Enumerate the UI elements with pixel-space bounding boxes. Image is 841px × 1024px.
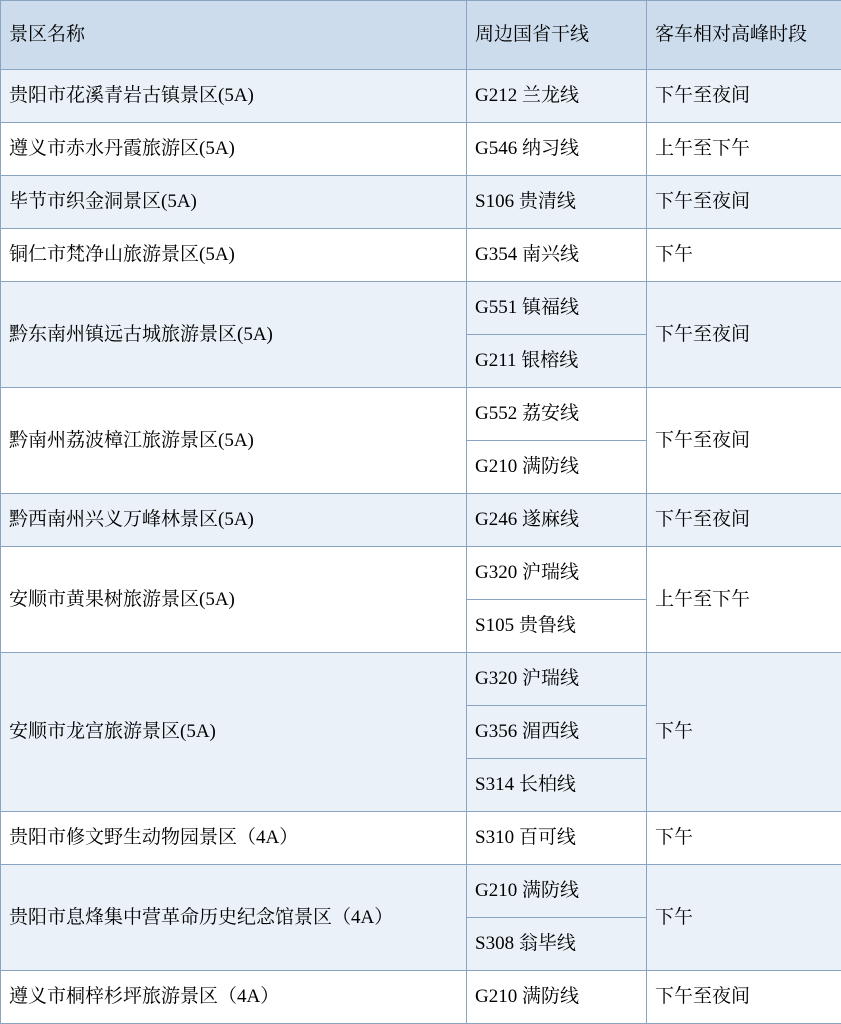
cell-route: S308 翁毕线	[467, 918, 647, 971]
cell-peak-period: 上午至下午	[647, 547, 841, 653]
cell-route: S105 贵鲁线	[467, 600, 647, 653]
cell-peak-period: 下午至夜间	[647, 494, 841, 547]
cell-route: S106 贵清线	[467, 176, 647, 229]
cell-scenic-name: 贵阳市修文野生动物园景区（4A）	[1, 812, 467, 865]
table-row	[1, 70, 841, 123]
cell-scenic-name: 黔西南州兴义万峰林景区(5A)	[1, 494, 467, 547]
cell-route: G212 兰龙线	[467, 70, 647, 123]
cell-peak-period: 上午至下午	[647, 123, 841, 176]
cell-route: G551 镇福线	[467, 282, 647, 335]
cell-scenic-name: 安顺市龙宫旅游景区(5A)	[1, 653, 467, 812]
cell-scenic-name: 贵阳市息烽集中营革命历史纪念馆景区（4A）	[1, 865, 467, 971]
cell-route: G210 满防线	[467, 971, 647, 1024]
table-row	[1, 123, 841, 176]
table-row	[1, 812, 841, 865]
cell-route: G546 纳习线	[467, 123, 647, 176]
cell-peak-period: 下午	[647, 653, 841, 812]
cell-peak-period: 下午	[647, 229, 841, 282]
cell-peak-period: 下午至夜间	[647, 388, 841, 494]
table-body	[1, 70, 841, 1024]
column-header-name: 景区名称	[1, 1, 467, 70]
cell-scenic-name: 遵义市赤水丹霞旅游区(5A)	[1, 123, 467, 176]
cell-peak-period: 下午至夜间	[647, 971, 841, 1024]
cell-peak-period: 下午至夜间	[647, 70, 841, 123]
column-header-peak: 客车相对高峰时段	[647, 1, 841, 70]
cell-peak-period: 下午至夜间	[647, 176, 841, 229]
table-row	[1, 176, 841, 229]
cell-route: S310 百可线	[467, 812, 647, 865]
cell-scenic-name: 黔南州荔波樟江旅游景区(5A)	[1, 388, 467, 494]
table-row	[1, 229, 841, 282]
cell-route: G320 沪瑞线	[467, 547, 647, 600]
cell-scenic-name: 遵义市桐梓杉坪旅游景区（4A）	[1, 971, 467, 1024]
cell-route: G552 荔安线	[467, 388, 647, 441]
table-row	[1, 653, 841, 706]
cell-route: G356 湄西线	[467, 706, 647, 759]
table-row	[1, 494, 841, 547]
table-row	[1, 388, 841, 441]
cell-scenic-name: 铜仁市梵净山旅游景区(5A)	[1, 229, 467, 282]
table-header-row	[1, 1, 841, 70]
cell-peak-period: 下午	[647, 812, 841, 865]
cell-route: G210 满防线	[467, 441, 647, 494]
table-row	[1, 971, 841, 1024]
cell-scenic-name: 黔东南州镇远古城旅游景区(5A)	[1, 282, 467, 388]
table-header	[1, 1, 841, 70]
table-row	[1, 547, 841, 600]
cell-scenic-name: 毕节市织金洞景区(5A)	[1, 176, 467, 229]
cell-peak-period: 下午	[647, 865, 841, 971]
cell-scenic-name: 贵阳市花溪青岩古镇景区(5A)	[1, 70, 467, 123]
column-header-routes: 周边国省干线	[467, 1, 647, 70]
cell-route: G320 沪瑞线	[467, 653, 647, 706]
cell-scenic-name: 安顺市黄果树旅游景区(5A)	[1, 547, 467, 653]
cell-route: G210 满防线	[467, 865, 647, 918]
table-row	[1, 865, 841, 918]
cell-route: G354 南兴线	[467, 229, 647, 282]
cell-route: G246 遂麻线	[467, 494, 647, 547]
cell-route: S314 长柏线	[467, 759, 647, 812]
table-row	[1, 282, 841, 335]
cell-route: G211 银榕线	[467, 335, 647, 388]
cell-peak-period: 下午至夜间	[647, 282, 841, 388]
